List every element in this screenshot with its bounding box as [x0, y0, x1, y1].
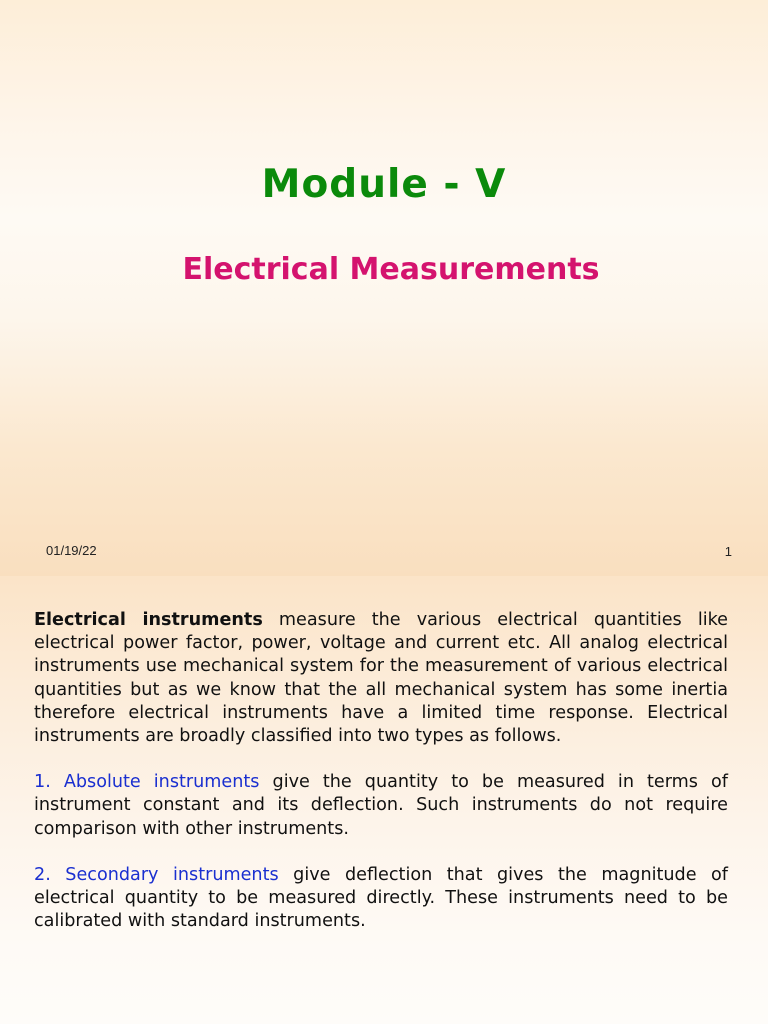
- absolute-instruments-label: 1. Absolute instruments: [34, 772, 260, 793]
- absolute-instruments-paragraph: [34, 771, 728, 841]
- secondary-instruments-label: 2. Secondary instruments: [34, 864, 279, 885]
- intro-text: measure the various electrical quantities like electrical power factor, power, voltage and current etc. All analog electrical instruments use mechanical system for the measurement of various electrical quantities but as we know that the all mechanical system has some inertia therefore electrical instruments have a limited time response. Electrical instruments are broadly classified into two types as follows.: [34, 610, 728, 747]
- intro-term: Electrical instruments: [34, 610, 263, 630]
- secondary-instruments-paragraph: [34, 864, 728, 934]
- secondary-instruments-text: give deflection that gives the magnitude of electrical quantity to be measured directly. These instruments need to be calibrated with standard instruments.: [34, 864, 728, 932]
- slide-page-number: 1: [724, 544, 732, 559]
- module-title: Module - V: [261, 162, 507, 207]
- slide-body: [34, 609, 728, 956]
- absolute-instruments-text: give the quantity to be measured in terms of instrument constant and its deflection. Such instruments do not require comparison with other instruments.: [34, 772, 728, 839]
- intro-paragraph: [34, 609, 728, 748]
- slide-date: 01/19/22: [46, 543, 97, 558]
- module-subtitle: Electrical Measurements: [182, 252, 600, 287]
- content-slide: [0, 576, 768, 1024]
